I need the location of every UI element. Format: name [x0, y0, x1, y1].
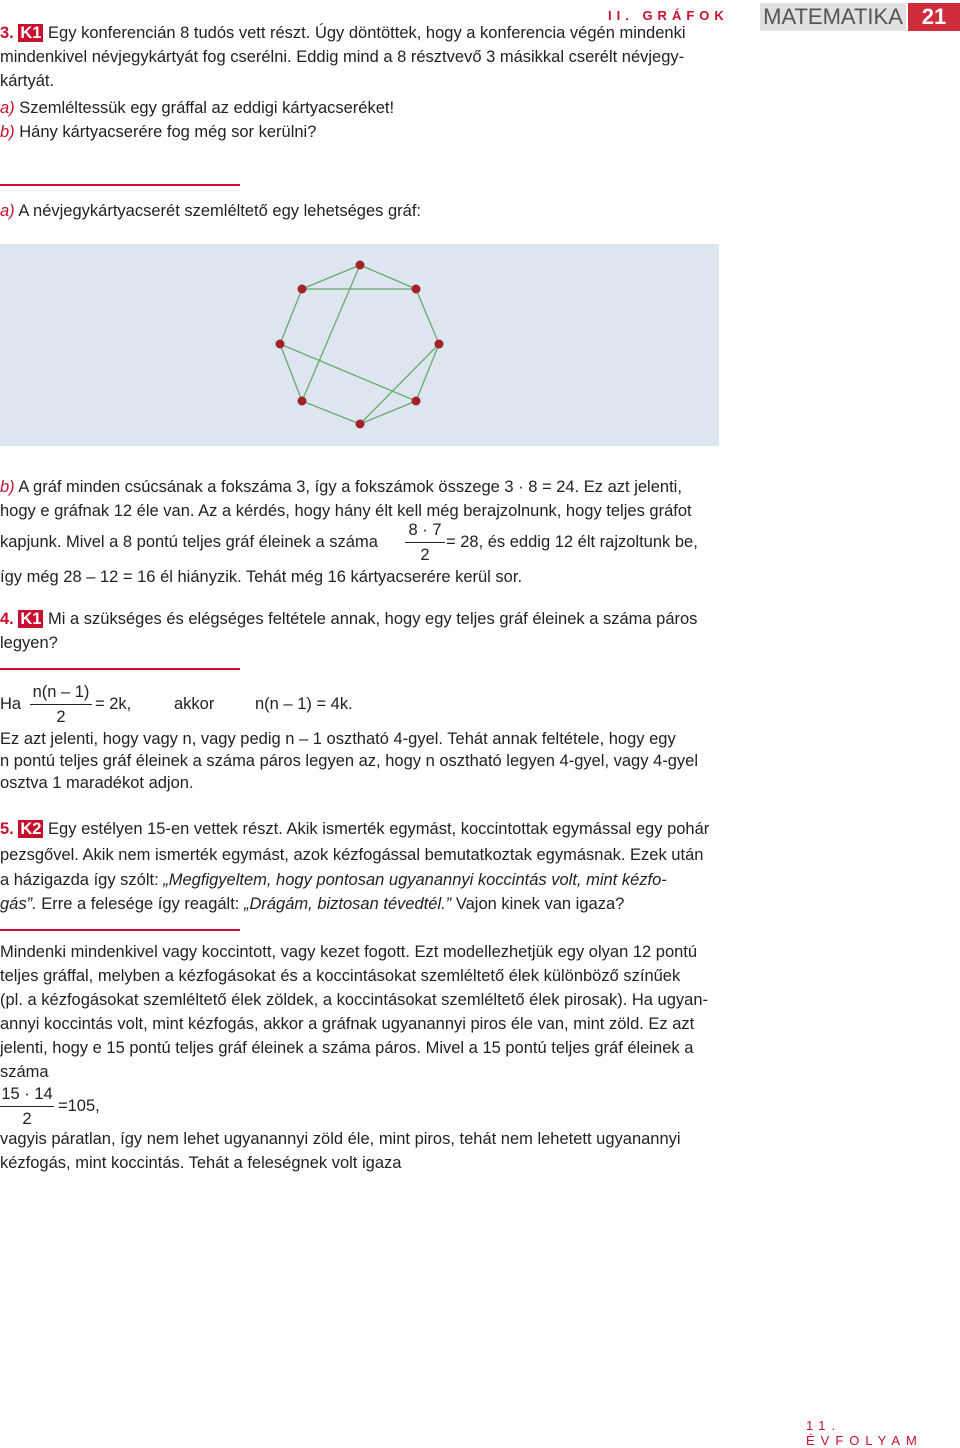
- task3-line1: [0, 22, 686, 44]
- task5-solution-line3: (pl. a kézfogásokat szemléltető élek zöldek, a koccintásokat szemléltető élek pirosak). Ha ugyan-: [0, 991, 709, 1009]
- task5-solution-line5: jelenti, hogy e 15 pontú teljes gráf éleinek a száma páros. Mivel a 15 pontú teljes gráf éleinek a: [0, 1039, 694, 1057]
- task3-question-a: a) Szemléltessük egy gráffal az eddigi kártyacseréket!: [0, 99, 395, 117]
- task3-line2: mindenkivel névjegykártyát fog cserélni. Eddig mind a 8 résztvevő 3 másikkal cserélt névjegy-: [0, 48, 685, 66]
- solution-divider-2: [0, 668, 240, 670]
- task3-solution-b-line3a: kapjunk. Mivel a 8 pontú teljes gráf éleinek a száma: [0, 533, 378, 551]
- task4-fraction: n(n – 1) 2: [30, 682, 92, 727]
- task3-fraction: 8 · 7 2: [405, 520, 445, 565]
- task3-solution-a: a) A névjegykártyacserét szemléltető egy lehetséges gráf:: [0, 202, 421, 220]
- task3-text: Egy konferencián 8 tudós vett részt. Úgy döntöttek, hogy a konferencia végén mindenki: [48, 24, 686, 42]
- graph-vertex: [276, 340, 285, 349]
- task5-solution-line4: annyi koccintás volt, mint kézfogás, akkor a gráfnak ugyanannyi piros éle van, mint zöld. Ez azt: [0, 1015, 695, 1033]
- task3-question-b: b) Hány kártyacserére fog még sor kerülni?: [0, 123, 317, 141]
- task3-solution-b-line3b: = 28, és eddig 12 élt rajzoltunk be,: [446, 533, 698, 551]
- task5-line3: a házigazda így szólt: „Megfigyeltem, hogy pontosan ugyanannyi koccintás volt, mint kézfo-: [0, 871, 667, 889]
- task4-solution-line3: osztva 1 maradékot adjon.: [0, 774, 194, 792]
- graph-edge: [416, 289, 439, 344]
- task5-solution-line6: száma: [0, 1063, 49, 1081]
- footer-grade: 11. ÉVFOLYAM: [806, 1418, 923, 1448]
- task4-line1: 4. K1 Mi a szükséges és elégséges feltétele annak, hogy egy teljes gráf éleinek a száma páros: [0, 610, 698, 628]
- graph-vertex: [298, 397, 307, 406]
- graph-figure: [0, 244, 719, 446]
- graph-vertex: [356, 420, 365, 429]
- task4-solution-line2: n pontú teljes gráf éleinek a száma páros legyen az, hogy n osztható legyen 4-gyel, vagy 4-gyel: [0, 752, 699, 770]
- task5-solution-line1: Mindenki mindenkivel vagy koccintott, vagy kezet fogott. Ezt modellezhetjük egy olyan 12 pontú: [0, 943, 698, 961]
- task4-ha: Ha: [0, 695, 22, 713]
- graph-vertex: [412, 285, 421, 294]
- task4-solution-line1: Ez azt jelenti, hogy vagy n, vagy pedig n – 1 osztható 4-gyel. Tehát annak feltétele, hogy egy: [0, 730, 676, 748]
- task4-eq2: n(n – 1) = 4k.: [255, 695, 353, 713]
- graph-edge: [416, 344, 439, 401]
- graph-edge: [360, 344, 439, 424]
- graph-svg: [0, 244, 719, 446]
- section-title: II. GRÁFOK: [608, 8, 729, 23]
- solution-divider: [0, 184, 240, 186]
- task4-line2: legyen?: [0, 634, 58, 652]
- task5-fraction: 15 · 14 2: [1, 1085, 53, 1128]
- task3-solution-b-line2: hogy e gráfnak 12 éle van. Az a kérdés, hogy hány élt kell még berajzolnunk, hogy teljes gráfot: [0, 502, 692, 520]
- task4-level-badge: K1: [20, 610, 42, 628]
- graph-edge: [360, 265, 416, 289]
- page-number: 21: [908, 3, 960, 31]
- solution-divider-3: [0, 929, 240, 931]
- task3-solution-b-line4: így még 28 – 12 = 16 él hiányzik. Tehát még 16 kártyacserére kerül sor.: [0, 568, 523, 586]
- graph-edge: [280, 344, 416, 401]
- task4-akkor: akkor: [174, 695, 215, 713]
- graph-vertex: [356, 261, 365, 270]
- task4-eq1: = 2k,: [95, 695, 132, 713]
- task3-level-badge: K1: [20, 24, 42, 42]
- graph-edge: [280, 344, 302, 401]
- task5-solution-line2: teljes gráffal, melyben a kézfogásokat és a koccintásokat szemléltető élek különböző színűek: [0, 967, 681, 985]
- task5-level-badge: K2: [20, 820, 42, 838]
- task5-solution-line8: kézfogás, mint koccintás. Tehát a feleségnek volt igaza: [0, 1154, 402, 1172]
- task5-line2: pezsgővel. Akik nem ismerték egymást, azok kézfogással bemutatkoztak egymásnak. Ezek után: [0, 846, 704, 864]
- task3-line3: kártyát.: [0, 72, 55, 90]
- task5-solution-line7: vagyis páratlan, így nem lehet ugyanannyi zöld éle, mint piros, tehát nem lehetett ugyanannyi: [0, 1130, 681, 1148]
- task3-number: 3.: [0, 24, 14, 42]
- task5-eq: =105,: [58, 1097, 100, 1115]
- graph-vertex: [412, 397, 421, 406]
- task5-line4: gás”. Erre a felesége így reagált: „Drágám, biztosan tévedtél.” Vajon kinek van igaza?: [0, 895, 625, 913]
- task5-line1: 5. K2 Egy estélyen 15-en vettek részt. Akik ismerték egymást, koccintottak egymással egy pohár: [0, 820, 710, 838]
- graph-edge: [360, 401, 416, 424]
- graph-edge: [302, 401, 360, 424]
- graph-edge: [280, 289, 302, 344]
- graph-vertex: [298, 285, 307, 294]
- graph-vertex: [435, 340, 444, 349]
- task3-solution-b-line1: b) A gráf minden csúcsának a fokszáma 3, így a fokszámok összege 3 · 8 = 24. Ez azt jelenti,: [0, 478, 682, 496]
- subject-label: MATEMATIKA: [760, 3, 906, 31]
